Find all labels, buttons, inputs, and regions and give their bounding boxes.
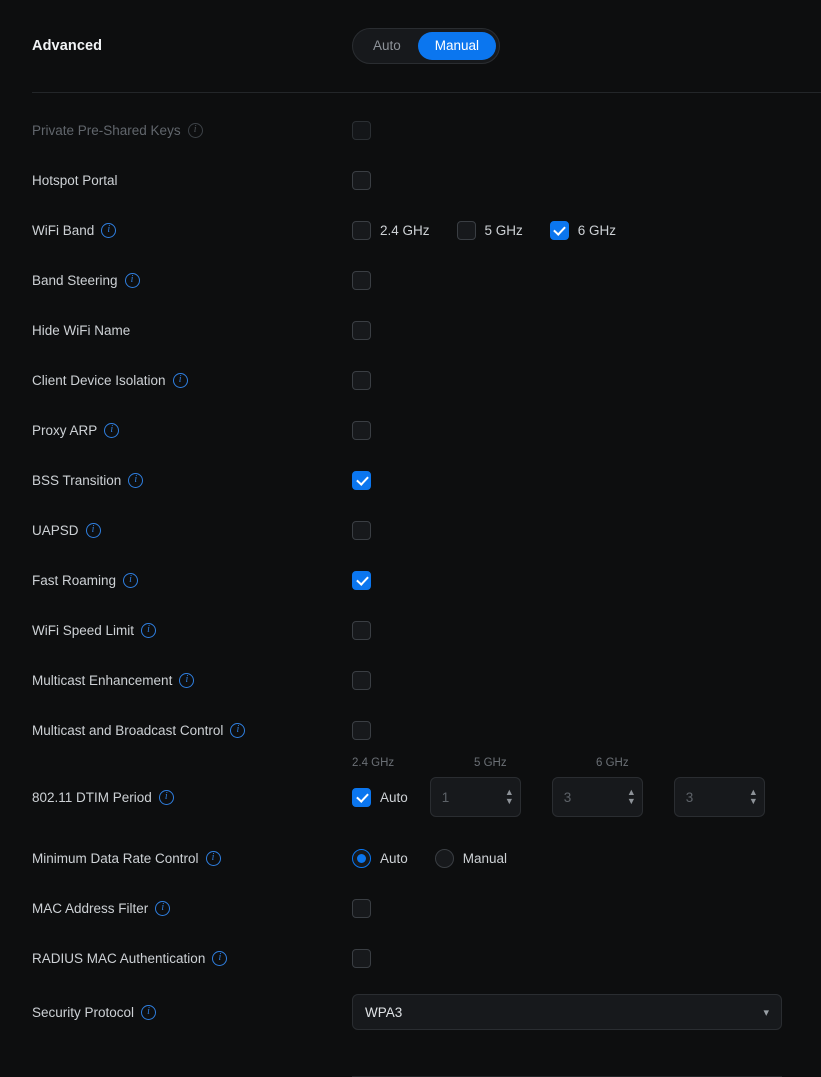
hide-wifi-name-checkbox[interactable] xyxy=(352,321,371,340)
multicast-and-broadcast-control-checkbox[interactable] xyxy=(352,721,371,740)
row-client-device-isolation xyxy=(0,355,821,405)
row-radius-mac-authentication xyxy=(0,933,821,983)
row-label-text: Client Device Isolation xyxy=(32,372,166,388)
row-control xyxy=(352,371,371,390)
wifi-band-24ghz-checkbox[interactable] xyxy=(352,221,371,240)
dtim-6ghz-value: 3 xyxy=(685,789,694,805)
wifi-band-5ghz-label: 5 GHz xyxy=(484,222,523,238)
band-steering-checkbox[interactable] xyxy=(352,271,371,290)
stepper-up-icon[interactable]: ▲ xyxy=(748,787,758,797)
fast-roaming-checkbox[interactable] xyxy=(352,571,371,590)
client-device-isolation-checkbox[interactable] xyxy=(352,371,371,390)
bss-transition-checkbox[interactable] xyxy=(352,471,371,490)
info-icon[interactable]: i xyxy=(141,623,156,638)
row-label-text: WiFi Band xyxy=(32,222,95,238)
row-wifi-band xyxy=(0,205,821,255)
wifi-band-option-5ghz[interactable] xyxy=(457,221,523,240)
row-label-text: Hide WiFi Name xyxy=(32,322,131,338)
info-icon[interactable]: i xyxy=(141,1005,156,1020)
row-private-pre-shared-keys xyxy=(0,105,821,155)
proxy-arp-checkbox[interactable] xyxy=(352,421,371,440)
wifi-band-5ghz-checkbox[interactable] xyxy=(457,221,476,240)
advanced-header-row xyxy=(0,0,821,92)
private-pre-shared-keys-checkbox[interactable] xyxy=(352,121,371,140)
wifi-band-6ghz-label: 6 GHz xyxy=(577,222,617,238)
row-label-text: Band Steering xyxy=(32,272,118,288)
row-control xyxy=(352,949,371,968)
row-label xyxy=(32,273,352,288)
dtim-6ghz-stepper[interactable] xyxy=(749,789,758,805)
stepper-down-icon[interactable]: ▼ xyxy=(626,796,636,806)
row-control xyxy=(352,321,371,340)
min-data-rate-auto-radio[interactable] xyxy=(352,849,371,868)
row-label-text: RADIUS MAC Authentication xyxy=(32,950,206,966)
dtim-auto-label: Auto xyxy=(380,789,408,805)
row-label xyxy=(32,901,352,916)
dtim-24ghz-field[interactable] xyxy=(430,777,521,817)
row-label xyxy=(32,473,352,488)
security-protocol-value: WPA3 xyxy=(365,1004,403,1020)
row-control xyxy=(352,171,371,190)
min-data-rate-manual-label: Manual xyxy=(462,850,508,866)
mode-segmented-control[interactable] xyxy=(352,28,500,64)
row-label xyxy=(32,790,352,805)
row-control xyxy=(352,521,371,540)
mode-option-manual[interactable]: Manual xyxy=(418,32,496,60)
dtim-24ghz-stepper[interactable] xyxy=(505,789,514,805)
dtim-auto-checkbox[interactable] xyxy=(352,788,371,807)
wifi-band-option-24ghz[interactable] xyxy=(352,221,430,240)
row-control xyxy=(352,421,371,440)
row-multicast-enhancement xyxy=(0,655,821,705)
row-label xyxy=(32,323,352,338)
dtim-caption-24ghz: 2.4 GHz xyxy=(352,757,395,769)
row-control xyxy=(352,271,371,290)
row-label xyxy=(32,373,352,388)
radius-mac-authentication-checkbox[interactable] xyxy=(352,949,371,968)
dtim-field-captions xyxy=(352,757,687,769)
row-label-text: Minimum Data Rate Control xyxy=(32,850,199,866)
row-label-text: Multicast Enhancement xyxy=(32,672,173,688)
row-control xyxy=(352,571,371,590)
row-control xyxy=(352,721,371,740)
row-label-text: MAC Address Filter xyxy=(32,900,149,916)
uapsd-checkbox[interactable] xyxy=(352,521,371,540)
row-label xyxy=(32,623,352,638)
wifi-band-24ghz-label: 2.4 GHz xyxy=(380,222,430,238)
min-data-rate-manual-radio[interactable] xyxy=(435,849,454,868)
row-label-text: Proxy ARP xyxy=(32,422,98,438)
row-band-steering xyxy=(0,255,821,305)
hotspot-portal-checkbox[interactable] xyxy=(352,171,371,190)
row-dtim-period xyxy=(0,755,821,833)
wifi-speed-limit-checkbox[interactable] xyxy=(352,621,371,640)
info-icon[interactable]: i xyxy=(179,673,194,688)
info-icon[interactable]: i xyxy=(155,901,170,916)
row-label xyxy=(32,851,352,866)
row-label xyxy=(32,1005,352,1020)
row-control xyxy=(352,121,371,140)
mac-address-filter-checkbox[interactable] xyxy=(352,899,371,918)
row-label-text: UAPSD xyxy=(32,522,79,538)
info-icon[interactable]: i xyxy=(159,790,174,805)
row-control xyxy=(352,849,524,868)
info-icon[interactable]: i xyxy=(173,373,188,388)
chevron-down-icon[interactable]: ▾ xyxy=(763,1006,769,1019)
info-icon[interactable]: i xyxy=(188,123,203,138)
row-control xyxy=(352,221,633,240)
page-title: Advanced xyxy=(32,38,103,54)
info-icon[interactable]: i xyxy=(123,573,138,588)
info-icon[interactable]: i xyxy=(212,951,227,966)
dtim-5ghz-stepper[interactable] xyxy=(627,789,636,805)
row-bss-transition xyxy=(0,455,821,505)
row-label-text: WiFi Speed Limit xyxy=(32,622,135,638)
row-label-text: 802.11 DTIM Period xyxy=(32,789,152,805)
row-label xyxy=(32,673,352,688)
wifi-band-6ghz-checkbox[interactable] xyxy=(550,221,569,240)
row-control xyxy=(352,671,371,690)
row-label-text: Multicast and Broadcast Control xyxy=(32,722,224,738)
dtim-5ghz-field[interactable] xyxy=(552,777,643,817)
settings-rows xyxy=(0,93,821,1041)
dtim-6ghz-field[interactable] xyxy=(674,777,765,817)
row-label xyxy=(32,423,352,438)
row-control xyxy=(352,994,782,1030)
dtim-caption-6ghz: 6 GHz xyxy=(596,757,629,769)
stepper-up-icon[interactable]: ▲ xyxy=(626,787,636,797)
stepper-down-icon[interactable]: ▼ xyxy=(504,796,514,806)
dtim-5ghz-value: 3 xyxy=(563,789,572,805)
row-control xyxy=(352,471,371,490)
info-icon[interactable]: i xyxy=(128,473,143,488)
info-icon[interactable]: i xyxy=(230,723,245,738)
info-icon[interactable]: i xyxy=(86,523,101,538)
info-icon[interactable]: i xyxy=(101,223,116,238)
security-protocol-select[interactable] xyxy=(352,994,782,1030)
row-proxy-arp xyxy=(0,405,821,455)
wifi-band-option-6ghz[interactable] xyxy=(550,221,616,240)
stepper-down-icon[interactable]: ▼ xyxy=(748,796,758,806)
stepper-up-icon[interactable]: ▲ xyxy=(504,787,514,797)
mode-option-auto[interactable]: Auto xyxy=(373,38,401,53)
info-icon[interactable]: i xyxy=(125,273,140,288)
row-label xyxy=(32,173,352,188)
row-uapsd xyxy=(0,505,821,555)
row-label xyxy=(32,123,352,138)
row-wifi-speed-limit xyxy=(0,605,821,655)
dtim-24ghz-value: 1 xyxy=(441,789,450,805)
row-label xyxy=(32,951,352,966)
row-label xyxy=(32,223,352,238)
multicast-enhancement-checkbox[interactable] xyxy=(352,671,371,690)
row-hide-wifi-name xyxy=(0,305,821,355)
row-label-text: Security Protocol xyxy=(32,1004,135,1020)
min-data-rate-option-auto[interactable] xyxy=(352,849,408,868)
min-data-rate-option-manual[interactable] xyxy=(435,849,507,868)
row-mac-address-filter xyxy=(0,883,821,933)
row-label xyxy=(32,723,352,738)
row-label-text: Hotspot Portal xyxy=(32,172,118,188)
dtim-caption-5ghz: 5 GHz xyxy=(474,757,507,769)
row-label-text: Fast Roaming xyxy=(32,572,117,588)
row-hotspot-portal xyxy=(0,155,821,205)
row-control xyxy=(352,899,371,918)
info-icon[interactable]: i xyxy=(206,851,221,866)
row-label xyxy=(32,523,352,538)
row-control xyxy=(352,621,371,640)
row-minimum-data-rate-control xyxy=(0,833,821,883)
row-label xyxy=(32,573,352,588)
min-data-rate-auto-label: Auto xyxy=(380,850,408,866)
row-security-protocol xyxy=(0,983,821,1041)
row-multicast-and-broadcast-control xyxy=(0,705,821,755)
row-label-text: Private Pre-Shared Keys xyxy=(32,122,181,138)
info-icon[interactable]: i xyxy=(104,423,119,438)
dtim-controls-row xyxy=(32,777,792,817)
row-label-text: BSS Transition xyxy=(32,472,122,488)
row-fast-roaming xyxy=(0,555,821,605)
